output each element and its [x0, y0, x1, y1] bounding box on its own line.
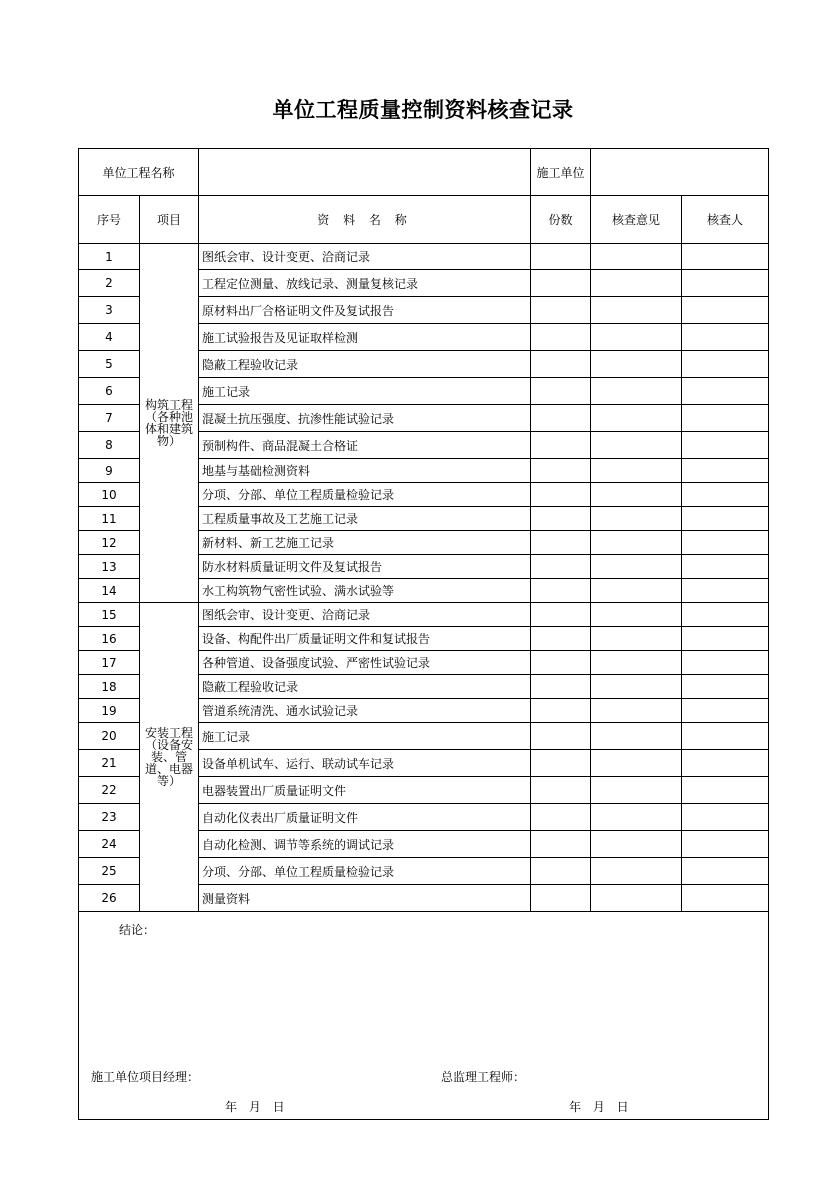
copies-cell[interactable]	[531, 432, 591, 459]
opinion-cell[interactable]	[591, 507, 682, 531]
row-number: 2	[79, 270, 140, 297]
checker-cell[interactable]	[682, 804, 769, 831]
row-number: 9	[79, 459, 140, 483]
page-title: 单位工程质量控制资料核查记录	[272, 98, 574, 122]
copies-cell[interactable]	[531, 378, 591, 405]
material-name: 隐蔽工程验收记录	[199, 675, 531, 699]
opinion-cell[interactable]	[591, 579, 682, 603]
copies-cell[interactable]	[531, 270, 591, 297]
material-name: 防水材料质量证明文件及复试报告	[199, 555, 531, 579]
copies-cell[interactable]	[531, 777, 591, 804]
chief-supervisor-label: 总监理工程师：	[441, 1070, 526, 1084]
opinion-cell[interactable]	[591, 699, 682, 723]
checker-cell[interactable]	[682, 405, 769, 432]
checker-cell[interactable]	[682, 603, 769, 627]
checker-cell[interactable]	[682, 723, 769, 750]
checker-cell[interactable]	[682, 531, 769, 555]
category-installation: 安装工程（设备安装、管道、电器等）	[140, 603, 199, 912]
row-number: 11	[79, 507, 140, 531]
row-number: 20	[79, 723, 140, 750]
col-opinion-header: 核查意见	[591, 196, 682, 244]
material-name: 测量资料	[199, 885, 531, 912]
row-number: 25	[79, 858, 140, 885]
copies-cell[interactable]	[531, 483, 591, 507]
row-number: 7	[79, 405, 140, 432]
date-right: 年 月 日	[569, 1100, 629, 1114]
material-name: 施工试验报告及见证取样检测	[199, 324, 531, 351]
copies-cell[interactable]	[531, 699, 591, 723]
checker-cell[interactable]	[682, 858, 769, 885]
material-name: 施工记录	[199, 723, 531, 750]
row-number: 17	[79, 651, 140, 675]
material-name: 分项、分部、单位工程质量检验记录	[199, 483, 531, 507]
material-name: 各种管道、设备强度试验、严密性试验记录	[199, 651, 531, 675]
material-name: 施工记录	[199, 378, 531, 405]
opinion-cell[interactable]	[591, 555, 682, 579]
copies-cell[interactable]	[531, 675, 591, 699]
table-row	[79, 244, 769, 270]
opinion-cell[interactable]	[591, 777, 682, 804]
copies-cell[interactable]	[531, 507, 591, 531]
row-number: 22	[79, 777, 140, 804]
checker-cell[interactable]	[682, 351, 769, 378]
opinion-cell[interactable]	[591, 750, 682, 777]
opinion-cell[interactable]	[591, 651, 682, 675]
copies-cell[interactable]	[531, 459, 591, 483]
material-name: 设备、构配件出厂质量证明文件和复试报告	[199, 627, 531, 651]
row-number: 4	[79, 324, 140, 351]
material-name: 混凝土抗压强度、抗渗性能试验记录	[199, 405, 531, 432]
copies-cell[interactable]	[531, 627, 591, 651]
opinion-cell[interactable]	[591, 459, 682, 483]
opinion-cell[interactable]	[591, 378, 682, 405]
material-name: 工程质量事故及工艺施工记录	[199, 507, 531, 531]
opinion-cell[interactable]	[591, 804, 682, 831]
opinion-cell[interactable]	[591, 858, 682, 885]
material-name: 预制构件、商品混凝土合格证	[199, 432, 531, 459]
construction-unit-label: 施工单位	[531, 149, 591, 196]
row-number: 3	[79, 297, 140, 324]
checker-cell[interactable]	[682, 777, 769, 804]
opinion-cell[interactable]	[591, 432, 682, 459]
category-structures: 构筑工程（各种池体和建筑物）	[140, 244, 199, 603]
checker-cell[interactable]	[682, 831, 769, 858]
header-row-project	[79, 149, 769, 196]
conclusion-cell[interactable]	[79, 912, 769, 1120]
material-name: 水工构筑物气密性试验、满水试验等	[199, 579, 531, 603]
row-number: 5	[79, 351, 140, 378]
opinion-cell[interactable]	[591, 405, 682, 432]
row-number: 12	[79, 531, 140, 555]
material-name: 自动化检测、调节等系统的调试记录	[199, 831, 531, 858]
checker-cell[interactable]	[682, 675, 769, 699]
construction-unit-field[interactable]	[591, 149, 769, 196]
col-seq-header: 序号	[79, 196, 140, 244]
material-name: 图纸会审、设计变更、洽商记录	[199, 244, 531, 270]
opinion-cell[interactable]	[591, 483, 682, 507]
opinion-cell[interactable]	[591, 244, 682, 270]
checker-cell[interactable]	[682, 627, 769, 651]
checker-cell[interactable]	[682, 507, 769, 531]
checker-cell[interactable]	[682, 483, 769, 507]
checker-cell[interactable]	[682, 378, 769, 405]
col-copies-header: 份数	[531, 196, 591, 244]
col-item-header: 项目	[140, 196, 199, 244]
material-name: 隐蔽工程验收记录	[199, 351, 531, 378]
checker-cell[interactable]	[682, 244, 769, 270]
copies-cell[interactable]	[531, 351, 591, 378]
copies-cell[interactable]	[531, 555, 591, 579]
copies-cell[interactable]	[531, 531, 591, 555]
checker-cell[interactable]	[682, 750, 769, 777]
row-number: 24	[79, 831, 140, 858]
row-number: 19	[79, 699, 140, 723]
row-number: 16	[79, 627, 140, 651]
row-number: 23	[79, 804, 140, 831]
checker-cell[interactable]	[682, 651, 769, 675]
checker-cell[interactable]	[682, 270, 769, 297]
row-number: 13	[79, 555, 140, 579]
checker-cell[interactable]	[682, 885, 769, 912]
material-name: 原材料出厂合格证明文件及复试报告	[199, 297, 531, 324]
copies-cell[interactable]	[531, 244, 591, 270]
material-name: 分项、分部、单位工程质量检验记录	[199, 858, 531, 885]
row-number: 21	[79, 750, 140, 777]
opinion-cell[interactable]	[591, 270, 682, 297]
copies-cell[interactable]	[531, 579, 591, 603]
checker-cell[interactable]	[682, 459, 769, 483]
material-name: 管道系统清洗、通水试验记录	[199, 699, 531, 723]
opinion-cell[interactable]	[591, 351, 682, 378]
row-number: 26	[79, 885, 140, 912]
conclusion-label: 结论：	[119, 923, 156, 937]
checker-cell[interactable]	[682, 432, 769, 459]
checker-cell[interactable]	[682, 555, 769, 579]
copies-cell[interactable]	[531, 405, 591, 432]
col-checker-header: 核查人	[682, 196, 769, 244]
table-row	[79, 603, 769, 627]
checker-cell[interactable]	[682, 324, 769, 351]
project-manager-label: 施工单位项目经理：	[91, 1070, 200, 1084]
checker-cell[interactable]	[682, 699, 769, 723]
material-name: 电器装置出厂质量证明文件	[199, 777, 531, 804]
checker-cell[interactable]	[682, 297, 769, 324]
opinion-cell[interactable]	[591, 831, 682, 858]
copies-cell[interactable]	[531, 297, 591, 324]
checker-cell[interactable]	[682, 579, 769, 603]
copies-cell[interactable]	[531, 603, 591, 627]
column-header-row	[79, 196, 769, 244]
copies-cell[interactable]	[531, 651, 591, 675]
unit-project-field[interactable]	[199, 149, 531, 196]
material-name: 地基与基础检测资料	[199, 459, 531, 483]
date-left: 年 月 日	[225, 1100, 285, 1114]
opinion-cell[interactable]	[591, 324, 682, 351]
row-number: 8	[79, 432, 140, 459]
material-name: 自动化仪表出厂质量证明文件	[199, 804, 531, 831]
opinion-cell[interactable]	[591, 675, 682, 699]
row-number: 14	[79, 579, 140, 603]
row-number: 15	[79, 603, 140, 627]
material-name: 新材料、新工艺施工记录	[199, 531, 531, 555]
material-name: 图纸会审、设计变更、洽商记录	[199, 603, 531, 627]
opinion-cell[interactable]	[591, 531, 682, 555]
material-name: 设备单机试车、运行、联动试车记录	[199, 750, 531, 777]
row-number: 10	[79, 483, 140, 507]
copies-cell[interactable]	[531, 831, 591, 858]
row-number: 1	[79, 244, 140, 270]
opinion-cell[interactable]	[591, 627, 682, 651]
conclusion-row	[79, 912, 769, 1120]
opinion-cell[interactable]	[591, 885, 682, 912]
opinion-cell[interactable]	[591, 723, 682, 750]
row-number: 18	[79, 675, 140, 699]
copies-cell[interactable]	[531, 885, 591, 912]
copies-cell[interactable]	[531, 750, 591, 777]
col-material-header: 资 料 名 称	[199, 196, 531, 244]
opinion-cell[interactable]	[591, 297, 682, 324]
copies-cell[interactable]	[531, 858, 591, 885]
unit-project-label: 单位工程名称	[79, 149, 199, 196]
copies-cell[interactable]	[531, 324, 591, 351]
opinion-cell[interactable]	[591, 603, 682, 627]
material-name: 工程定位测量、放线记录、测量复核记录	[199, 270, 531, 297]
row-number: 6	[79, 378, 140, 405]
inspection-table	[78, 148, 769, 1120]
copies-cell[interactable]	[531, 723, 591, 750]
copies-cell[interactable]	[531, 804, 591, 831]
